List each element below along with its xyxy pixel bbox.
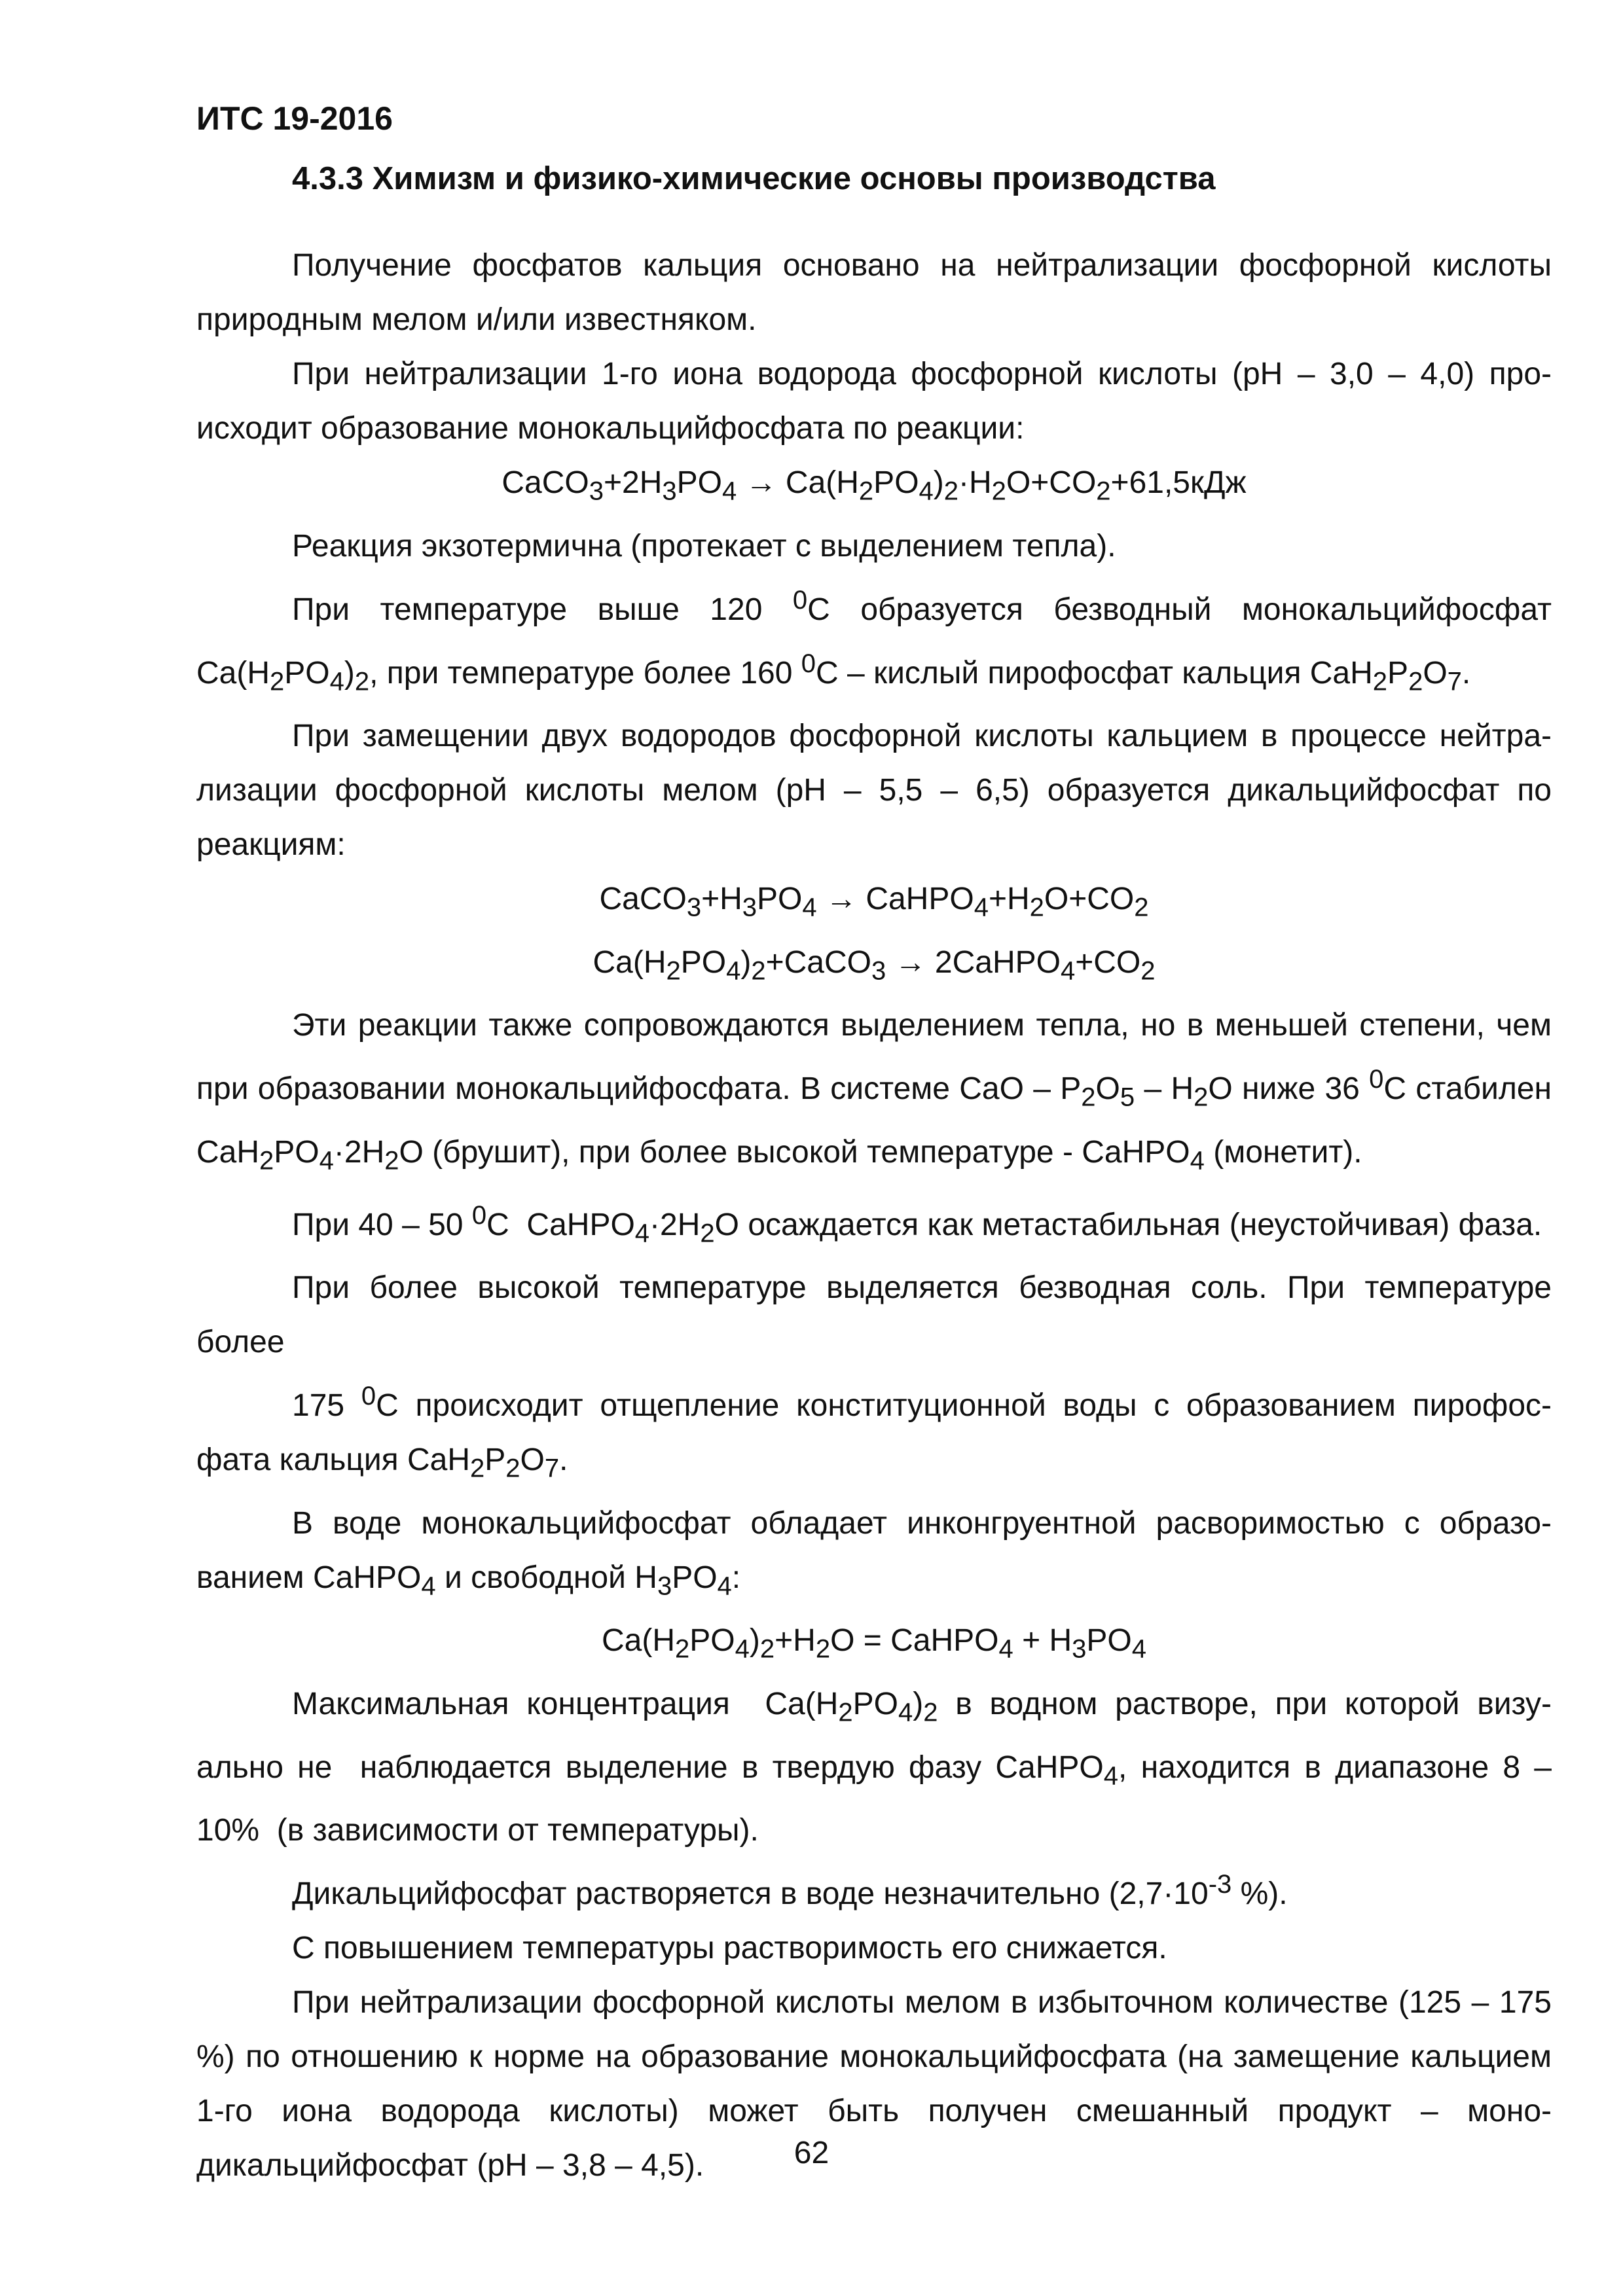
chemical-equation: $Ca(H_2PO_4)_2+CaCO_3$ → $2CaHPO_4+CO_2$ xyxy=(593,944,1156,986)
body-paragraph: При 40 – 50 $^0$С $CaHPO_4\cdot 2H_2O$ осаждается как метастабильная (неустойчивая) фаза. xyxy=(292,1200,1542,1248)
document-page xyxy=(196,98,1552,2193)
body-paragraph: При нейтрализации фосфорной кислоты мелом в избыточном количестве (125 – 175 %) по отношению к норме на образование монокальцийфосфата (на замещение кальцием 1-го иона водорода кислоты) может быть получен смешанный продукт – моно-дикальцийфосфат (рН – 3,8 – 4,5). xyxy=(196,1985,1552,2183)
document-code: ИТС 19-2016 xyxy=(196,100,393,137)
body-paragraph: В воде монокальцийфосфат обладает инконгруентной расворимостью с образо-ванием CaHPO$_4$ и свободной $H_3PO_4$: xyxy=(196,1505,1552,1601)
body-paragraph: Максимальная концентрация $Ca(H_2PO_4)_2$ в водном растворе, при которой визу-ально не наблюдается выделение в твердую фазу CaHPO$_4$, находится в диапазоне 8 – 10% (в зависимости от температуры). xyxy=(196,1686,1552,1848)
page-number: 62 xyxy=(793,2136,830,2170)
body-paragraph: Дикальцийфосфат растворяется в воде незначительно ($2,7\cdot 10^{-3}$ %). xyxy=(292,1870,1288,1912)
chemical-equation: $CaCO_3+H_3PO_4$ → $CaHPO_4+H_2O+CO_2$ xyxy=(599,882,1149,922)
body-paragraph: 175 $^0$С происходит отщепление конституционной воды с образованием пирофос-фата кальция $CaH_2P_2O_7$. xyxy=(196,1382,1552,1483)
body-paragraph: Реакция экзотермична (протекает с выделением тепла). xyxy=(292,528,1116,564)
body-paragraph: При более высокой температуре выделяется безводная соль. При температуре более xyxy=(196,1270,1552,1360)
chemical-equation: $CaCO_3+2H_3PO_4 \to Ca(H_2PO_4)_2\cdot H_2O+CO_2+61,5кДж$ xyxy=(501,465,1247,506)
body-paragraph: Получение фосфатов кальция основано на нейтрализации фосфорной кислоты природным мелом и/или известняком. xyxy=(196,248,1552,337)
body-paragraph: При нейтрализации 1-го иона водорода фосфорной кислоты (рН – 3,0 – 4,0) про-исходит образование монокальцийфосфата по реакции: xyxy=(196,357,1552,446)
body-paragraph: При температуре выше 120 $^0$С образуется безводный монокальцийфосфат $Ca(H_2PO_4)_2$, при температуре более 160 $^0$С – кислый пирофосфат кальция $CaH_2P_2O_7$. xyxy=(196,585,1552,696)
section-title: 4.3.3 Химизм и физико-химические основы производства xyxy=(292,161,1216,196)
body-paragraph: С повышением температуры растворимость его снижается. xyxy=(292,1931,1167,1966)
document-body xyxy=(196,238,1552,2193)
body-paragraph: При замещении двух водородов фосфорной кислоты кальцием в процессе нейтра-лизации фосфорной кислоты мелом (рН – 5,5 – 6,5) образуется дикальцийфосфат по реакциям: xyxy=(196,719,1552,863)
chemical-equation: $Ca(H_2PO_4)_2+H_2O$ = CaHPO$_4$ + $H_3PO_4$ xyxy=(602,1623,1146,1664)
body-paragraph: Эти реакции также сопровождаются выделением тепла, но в меньшей степени, чем при образовании монокальцийфосфата. В системе CaO – $P_2O_5 - H_2O$ ниже 36 $^0$С стабилен $CaH_2PO_4\cdot 2H_2O$ (брушит), при более высокой температуре - CaHPO$_4$ (монетит). xyxy=(196,1008,1552,1175)
